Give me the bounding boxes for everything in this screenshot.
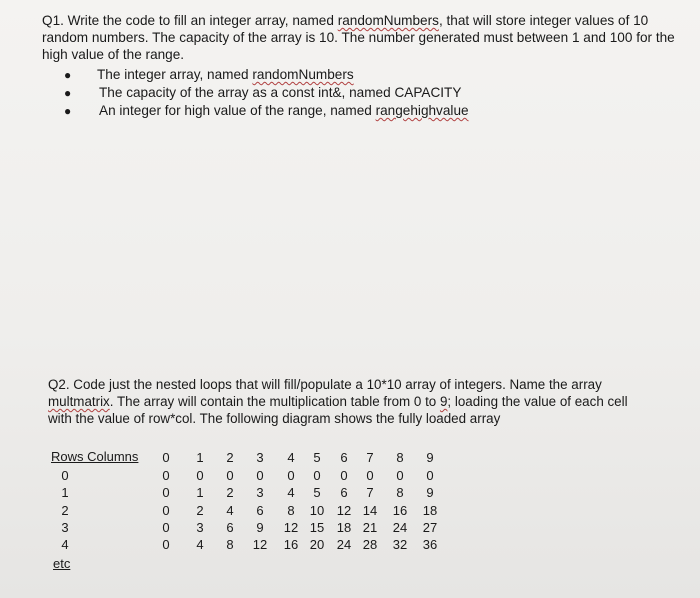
q1-array-name: randomNumbers <box>337 13 439 28</box>
q1-intro-part-2: , that will store integer values of 10 random numbers. The capacity of the array is 10. The number generated must between 1 and 100 for the high value of the range. <box>42 13 675 62</box>
bullet-icon: ● <box>64 104 72 118</box>
q2-text-part-1: Q2. Code just the nested loops that will fill/populate a 10*10 array of integers. Name the array <box>48 377 602 392</box>
table-cell: 16 <box>392 502 408 518</box>
column-header: 7 <box>366 450 374 465</box>
table-cell: 0 <box>366 468 374 483</box>
table-cell: 2 <box>226 485 234 501</box>
table-cell: 0 <box>313 468 321 483</box>
table-cell: 0 <box>162 468 170 483</box>
table-cell: 36 <box>422 537 438 553</box>
column-header: 1 <box>196 450 204 465</box>
row-label: 3 <box>61 519 69 535</box>
bullet-icon: ● <box>64 68 72 82</box>
table-cell: 4 <box>226 502 234 518</box>
table-cell: 21 <box>362 519 378 535</box>
table-cell: 6 <box>256 502 264 518</box>
row-label: 4 <box>61 537 69 553</box>
column-header: 9 <box>426 450 434 465</box>
column-header: 2 <box>226 450 234 465</box>
column-header: 3 <box>256 450 264 465</box>
table-cell: 6 <box>226 519 234 535</box>
bullet-term: rangehighvalue <box>375 103 469 118</box>
table-cell: 9 <box>426 485 434 501</box>
etc-label: etc <box>53 556 71 571</box>
table-cell: 0 <box>256 468 264 483</box>
table-cell: 7 <box>366 485 374 501</box>
table-cell: 5 <box>313 485 321 501</box>
table-cell: 18 <box>422 502 438 518</box>
table-cell: 16 <box>283 537 299 553</box>
bullet-icon: ● <box>64 86 72 100</box>
q2-range-end: 9 <box>439 394 448 409</box>
q2-array-name: multmatrix <box>48 394 110 409</box>
list-item <box>42 66 682 84</box>
table-cell: 0 <box>340 468 348 483</box>
table-cell: 1 <box>196 485 204 501</box>
row-label: 2 <box>61 502 69 518</box>
table-cell: 8 <box>287 502 295 518</box>
table-cell: 28 <box>362 537 378 553</box>
question-2 <box>48 376 648 427</box>
table-cell: 0 <box>162 519 170 535</box>
table-cell: 8 <box>226 537 234 553</box>
list-item <box>42 84 682 102</box>
table-cell: 4 <box>196 537 204 553</box>
table-cell: 10 <box>309 502 325 518</box>
table-cell: 12 <box>252 537 268 553</box>
table-cell: 12 <box>283 519 299 535</box>
table-cell: 32 <box>392 537 408 553</box>
table-cell: 24 <box>392 519 408 535</box>
table-cell: 12 <box>336 502 352 518</box>
column-header: 0 <box>162 450 170 465</box>
table-cell: 15 <box>309 519 325 535</box>
q1-intro-part-1: Q1. Write the code to fill an integer array, named <box>42 13 338 28</box>
row-label: 0 <box>61 468 69 483</box>
table-cell: 9 <box>256 519 264 535</box>
table-cell: 14 <box>362 502 378 518</box>
column-header: 4 <box>287 450 295 465</box>
column-header: 5 <box>313 450 321 465</box>
table-cell: 0 <box>162 537 170 553</box>
table-cell: 0 <box>426 468 434 483</box>
row-label: 1 <box>61 485 69 501</box>
q1-requirements-list <box>42 66 682 120</box>
table-header-label: Rows Columns <box>51 449 139 464</box>
question-2-text <box>48 376 648 427</box>
table-cell: 20 <box>309 537 325 553</box>
question-1 <box>42 12 682 120</box>
table-cell: 8 <box>396 485 404 501</box>
bullet-text: The integer array, named <box>97 67 253 82</box>
table-cell: 4 <box>287 485 295 501</box>
list-item <box>42 102 682 120</box>
table-cell: 6 <box>340 485 348 501</box>
bullet-text: The capacity of the array as a const int&, named CAPACITY <box>99 85 462 100</box>
table-cell: 24 <box>336 537 352 553</box>
table-cell: 0 <box>396 468 404 483</box>
table-cell: 3 <box>256 485 264 501</box>
table-cell: 0 <box>226 468 234 483</box>
table-cell: 27 <box>422 519 438 535</box>
table-cell: 0 <box>196 468 204 483</box>
table-cell: 0 <box>162 502 170 518</box>
q2-text-part-3: ; loading the value of each cell with the value of row*col. The following diagram shows the fully loaded array <box>48 394 628 426</box>
table-cell: 0 <box>287 468 295 483</box>
question-1-text <box>42 12 682 63</box>
bullet-term: randomNumbers <box>252 67 354 82</box>
table-cell: 18 <box>336 519 352 535</box>
table-cell: 0 <box>162 485 170 501</box>
bullet-text: An integer for high value of the range, named <box>99 103 376 118</box>
table-cell: 3 <box>196 519 204 535</box>
column-header: 6 <box>340 450 348 465</box>
table-cell: 2 <box>196 502 204 518</box>
column-header: 8 <box>396 450 404 465</box>
q2-text-part-2: . The array will contain the multiplication table from 0 to <box>109 394 440 409</box>
